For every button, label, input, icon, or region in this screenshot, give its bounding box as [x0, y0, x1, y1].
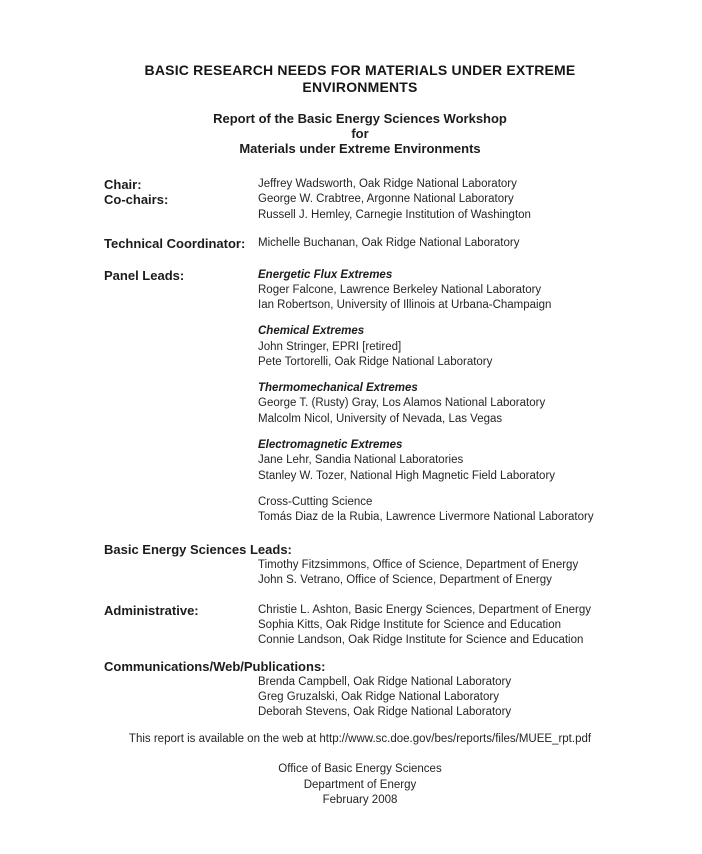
- report-title-line2: ENVIRONMENTS: [302, 78, 418, 95]
- administrative-label: Administrative:: [104, 602, 199, 618]
- footer-department: Department of Energy: [303, 778, 417, 791]
- cochair-person: Russell J. Hemley, Carnegie Institution of Washington: [258, 208, 531, 221]
- bes-lead-person: Timothy Fitzsimmons, Office of Science, Department of Energy: [258, 558, 579, 571]
- panel-person: Jane Lehr, Sandia National Laboratories: [258, 454, 464, 467]
- communications-section: [104, 659, 616, 721]
- chair-row: [104, 177, 616, 192]
- chair-person: Jeffrey Wadsworth, Oak Ridge National Laboratory: [258, 178, 517, 190]
- panel-person: Roger Falcone, Lawrence Berkeley National Laboratory: [258, 284, 542, 297]
- administrative-row: [104, 603, 616, 649]
- panel-person: George T. (Rusty) Gray, Los Alamos National Laboratory: [258, 397, 546, 410]
- bes-lead-person: John S. Vetrano, Office of Science, Department of Energy: [258, 574, 552, 587]
- administrative-person: Christie L. Ashton, Basic Energy Sciences, Department of Energy: [258, 603, 592, 616]
- bes-leads-label: Basic Energy Sciences Leads:: [104, 542, 292, 558]
- panel-group-energetic-flux: [258, 268, 616, 314]
- report-subtitle: [104, 111, 616, 156]
- report-title-line1: BASIC RESEARCH NEEDS FOR MATERIALS UNDER EXTREME: [144, 62, 576, 78]
- report-title: [104, 62, 616, 95]
- report-subtitle-line3: Materials under Extreme Environments: [239, 141, 481, 156]
- footer: [104, 762, 616, 808]
- panel-heading: Chemical Extremes: [258, 325, 365, 338]
- administrative-person: Connie Landson, Oak Ridge Institute for Science and Education: [258, 634, 584, 647]
- panel-heading: Thermomechanical Extremes: [258, 382, 418, 395]
- technical-coordinator-row: [104, 236, 616, 251]
- footer-date: February 2008: [322, 794, 398, 807]
- availability-note: This report is available on the web at http://www.sc.doe.gov/bes/reports/files/MUEE_rpt.pdf: [128, 732, 592, 745]
- panel-group-chemical: [258, 324, 616, 370]
- panel-person: Stanley W. Tozer, National High Magnetic Field Laboratory: [258, 469, 556, 482]
- panel-person: Ian Robertson, University of Illinois at Urbana-Champaign: [258, 299, 552, 312]
- report-subtitle-line2: for: [351, 126, 369, 141]
- panel-person: John Stringer, EPRI [retired]: [258, 340, 402, 353]
- bes-leads-section: [104, 542, 616, 588]
- footer-office: Office of Basic Energy Sciences: [278, 763, 442, 776]
- panel-heading: Cross-Cutting Science: [258, 495, 373, 508]
- panel-group-cross-cutting: [258, 495, 616, 526]
- panel-heading: Energetic Flux Extremes: [258, 268, 393, 281]
- panel-heading: Electromagnetic Extremes: [258, 438, 403, 451]
- cochairs-label: Co-chairs:: [104, 192, 169, 208]
- technical-coordinator-person: Michelle Buchanan, Oak Ridge National Laboratory: [258, 237, 520, 250]
- technical-coordinator-label: Technical Coordinator:: [104, 236, 246, 252]
- administrative-person: Sophia Kitts, Oak Ridge Institute for Science and Education: [258, 618, 562, 631]
- page-content: [104, 0, 616, 809]
- panel-group-electromagnetic: [258, 438, 616, 484]
- communications-person: Greg Gruzalski, Oak Ridge National Laboratory: [258, 691, 499, 704]
- communications-label: Communications/Web/Publications:: [104, 659, 326, 675]
- panel-leads-row: [104, 268, 616, 526]
- chair-label: Chair:: [104, 177, 142, 192]
- panel-group-thermomechanical: [258, 381, 616, 427]
- communications-person: Brenda Campbell, Oak Ridge National Laboratory: [258, 675, 512, 688]
- cochair-person: George W. Crabtree, Argonne National Laboratory: [258, 193, 514, 206]
- panel-person: Pete Tortorelli, Oak Ridge National Laboratory: [258, 356, 493, 369]
- panel-person: Malcolm Nicol, University of Nevada, Las Vegas: [258, 412, 503, 425]
- cochairs-row: [104, 192, 616, 223]
- panel-person: Tomás Diaz de la Rubia, Lawrence Livermore National Laboratory: [258, 510, 594, 523]
- report-subtitle-line1: Report of the Basic Energy Sciences Workshop: [213, 111, 507, 126]
- communications-person: Deborah Stevens, Oak Ridge National Laboratory: [258, 706, 512, 719]
- panel-leads-label: Panel Leads:: [104, 267, 185, 283]
